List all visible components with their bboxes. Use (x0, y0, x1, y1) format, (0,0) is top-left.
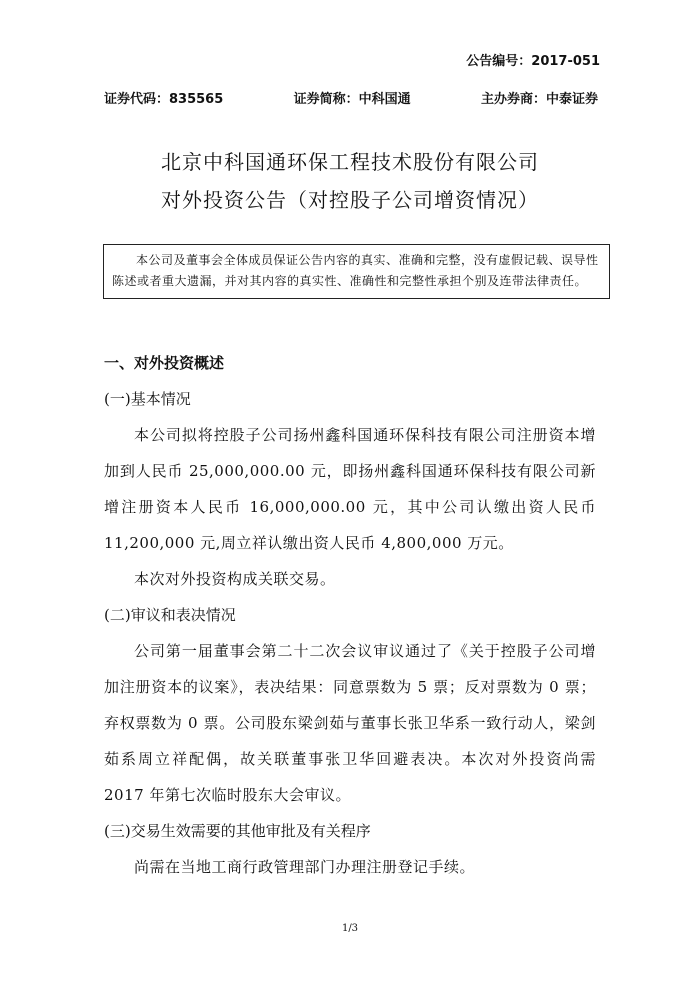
title-subject: 对外投资公告（对控股子公司增资情况） (161, 188, 539, 212)
disclaimer-text: 本公司及董事会全体成员保证公告内容的真实、准确和完整，没有虚假记载、误导性陈述或者重大遗漏，并对其内容的真实性、准确性和完整性承担个别及连带法律责任。 (112, 253, 599, 288)
paragraph-capital-increase: 本公司拟将控股子公司扬州鑫科国通环保科技有限公司注册资本增加到人民币 25,000,000.00 元，即扬州鑫科国通环保科技有限公司新增注册资本人民币 16,000,000.00 元，其中公司认缴出资人民币 11,200,000 元,周立祥认缴出资人民币 4,800,000 万元。 (104, 426, 596, 552)
security-info-line (104, 88, 598, 107)
security-short-name: 证券简称：中科国通 (293, 92, 411, 107)
paragraph-board-vote: 公司第一届董事会第二十二次会议审议通过了《关于控股子公司增加注册资本的议案》，表决结果：同意票数为 5 票；反对票数为 0 票；弃权票数为 0 票。公司股东梁剑茹与董事长张卫华系一致行动人，梁剑茹系周立祥配偶，故关联董事张卫华回避表决。本次对外投资尚需 2017 年第七次临时股东大会审议。 (104, 642, 596, 804)
announcement-number: 公告编号：2017-051 (466, 54, 600, 69)
document-title (0, 143, 700, 219)
document-body (104, 345, 596, 885)
security-code: 证券代码：835565 (104, 92, 224, 107)
paragraph-registration: 尚需在当地工商行政管理部门办理注册登记手续。 (134, 858, 476, 876)
paragraph-related-transaction: 本次对外投资构成关联交易。 (134, 570, 336, 588)
subsection-heading-basic: (一)基本情况 (104, 390, 191, 408)
subsection-heading-review: (二)审议和表决情况 (104, 606, 236, 624)
title-company: 北京中科国通环保工程技术股份有限公司 (161, 150, 539, 174)
subsection-heading-approvals: (三)交易生效需要的其他审批及有关程序 (104, 822, 371, 840)
sponsor-broker: 主办券商：中泰证券 (480, 92, 598, 107)
section-heading-overview: 一、对外投资概述 (104, 354, 225, 372)
page-number: 1/3 (341, 923, 359, 934)
disclaimer-box (103, 244, 610, 299)
